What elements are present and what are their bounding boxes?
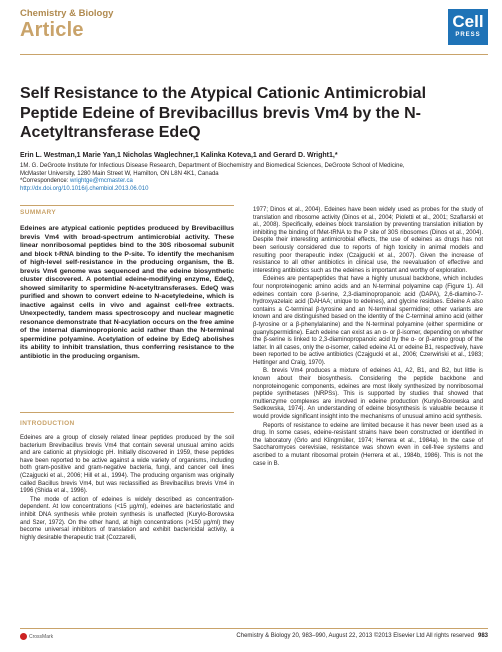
logo-word: Cell bbox=[452, 12, 484, 31]
crossmark-label: CrossMark bbox=[29, 633, 54, 640]
body-paragraph: 1977; Dinos et al., 2004). Edeines have been widely used as probes for the study of translation and ribosome activity (Dinos et al., 2004; Pioletti et al., 2001; Szaflarski et al., 2008). Specifically, edeines block translation by preventing translation initiation by inhibiting the binding of fMet-tRNA to the P site of 30S ribosomes (Dinos et al., 2004). Despite their interesting antimicrobial effects, the use of edeines as drugs has not been seriously considered due to reports of high toxicity in animal models and resulting poor therapeutic index (Czajgucki et al., 2007). Given the increase of resistance to all other antibiotics in clinical use, the reevaluation of effective and interesting antibiotics such as the edeines is important and worthy of exploration. bbox=[253, 207, 483, 274]
intro-paragraph: Edeines are a group of closely related linear peptides produced by the soil bacterium Brevibacillus brevis Vm4 that contain several unusual amino acids and are cationic at physiologic pH. Initially discovered in 1959, these peptides have been reported to be active against a wide variety of organisms, including both gram-positive and gram-negative bacteria, fungi, and cancer cell lines (Czajgucki et al., 2006; Hill et al., 1994). The producing organism was originally called Bacillus brevis Vm4, but was reclassified as Brevibacillus brevis Vm4 in 1996 (Shida et al., 1996). bbox=[20, 435, 234, 495]
body-paragraph: Reports of resistance to edeine are limited because it has never been used as a drug. In some cases, edeine-resistant strains have been constructed or identified in the laboratory (Grlo and Klingmüller, 1974; Herrera et al., 1984a). In the case of Saccharomyces cerevisiae, resistance was shown even in cell-free systems and ascribed to a mutant ribosomal protein (Herrera et al., 1984b, 1986). This is not the case in B. bbox=[253, 422, 483, 467]
footer-rule bbox=[20, 628, 488, 629]
body-paragraph: B. brevis Vm4 produces a mixture of edeines A1, A2, B1, and B2, but little is known about their biosynthesis. Considering the peptide backbone and nonproteinogenic components, edeines are most likely synthesized by nonribosomal peptide synthetases (NRPSs). This is supported by studies that showed that multienzyme complexes are involved in edeine production (Kurylo-Borowska and Sedkowska, 1974). An understanding of edeine biosynthesis is valuable because it would provide significant insight into the mechanisms of unusual amino acid synthesis. bbox=[253, 368, 483, 421]
summary-heading: SUMMARY bbox=[20, 209, 57, 216]
intro-paragraph: The mode of action of edeines is widely described as concentration-dependent. At low concentrations (<15 µg/ml), edeines are bacteriostatic and inhibit DNA synthesis while protein synthesis is unaffected (Kurylo-Borowska and Szer, 1972). On the other hand, at high concentrations (>150 µg/ml) they become universal inhibitors of translation and exhibit bactericidal activity, a highly desirable therapeutic trait (Cozzarelli, bbox=[20, 496, 234, 541]
summary-bottom-rule bbox=[20, 412, 234, 413]
crossmark-badge[interactable] bbox=[20, 633, 53, 640]
section-label: Article bbox=[20, 19, 84, 41]
article-title: Self Resistance to the Atypical Cationic Antimicrobial Peptide Edeine of Brevibacillus brevis Vm4 by the N-Acetyltransferase EdeQ bbox=[20, 85, 427, 141]
summary-text: Edeines are atypical cationic peptides produced by Brevibacillus brevis Vm4 with broad-spectrum antimicrobial activity. These linear nonribosomal peptides bind to the 30S ribosomal subunit and block t-RNA binding to the P-site. To identify the mechanism of high-level self-resistance in the producing organism, the B. brevis Vm4 genome was sequenced and the edeine biosynthetic cluster discovered. A potential edeine-modifying enzyme, EdeQ, showed similarity to spermidine N-acetyltransferases. EdeQ was purified and shown to convert edeine to N-acetyledeine, which is inactive against cells in vivo and against cell-free extracts. Unexpectedly, tandem mass spectroscopy and nuclear magnetic resonance demonstrate that N-acylation occurs on the free amine of the internal diaminopropionic acid rather than the N-terminal spermidine polyamine. Acetylation of edeine by EdeQ abolishes its ability to inhibit translation, thus conferring resistance to the antibiotic in the producing organism. bbox=[20, 225, 234, 360]
page-number: 983 bbox=[477, 633, 488, 639]
crossmark-icon bbox=[20, 633, 27, 640]
right-column-body bbox=[253, 207, 483, 469]
affiliation: 1M. G. DeGroote Institute for Infectious Disease Research, Department of Biochemistry and Biomedical Sciences, DeGroote School of Medicine, McMaster University, 1280 Main Street W, Hamilton, ON L8N 4K1, Canada bbox=[20, 163, 405, 177]
logo-subword: PRESS bbox=[455, 32, 481, 38]
citation-text: Chemistry & Biology 20, 983–990, August 22, 2013 ©2013 Elsevier Ltd All rights reserved bbox=[236, 633, 474, 639]
correspondence-label: *Correspondence: bbox=[20, 178, 69, 184]
doi-link[interactable]: http://dx.doi.org/10.1016/j.chembiol.2013.06.010 bbox=[20, 186, 149, 192]
header-rule bbox=[20, 54, 488, 55]
author-list: Erin L. Westman,1 Marie Yan,1 Nicholas Waglechner,1 Kalinka Koteva,1 and Gerard D. Wright1,* bbox=[20, 152, 338, 159]
correspondence bbox=[20, 178, 133, 184]
footer-citation bbox=[236, 633, 488, 639]
body-paragraph: Edeines are pentapeptides that have a highly unusual backbone, which includes four nonproteinogenic amino acids and an N-terminal polyamine cap (Figure 1). All edeines contain core β-serine, 2,3-diaminopropanoic acid (DAPA), 2,6-diamino-7-hydroxyazelaic acid (DAHAA; unique to edeines), and glycine residues. Edeine A also contains a C-terminal β-tyrosine and an N-terminal spermidine; other variants are known and are distinguished based on the identity of the C-terminal amino acid (either β-tyrosine or a β-phenylalanine) and the N-terminal polyamine (either spermidine or guanylspermidine). Each edeine can exist as an α- or β-isomer, depending on whether the β-serine is linked to 2,3-diaminopropanoic acid by the α- or β-amino group of the latter. In all cases, only the α-isomer, called edeine A1 or edeine B1, respectively, have been reported to be active antibiotics (Czajgucki et al., 2006; Czerwiński et al., 1983; Hettinger and Craig, 1970). bbox=[253, 276, 483, 366]
summary-top-rule bbox=[20, 205, 234, 206]
introduction-body bbox=[20, 435, 234, 543]
correspondence-email-link[interactable]: wrightge@mcmaster.ca bbox=[70, 178, 133, 184]
journal-name: Chemistry & Biology bbox=[20, 8, 114, 19]
introduction-heading: INTRODUCTION bbox=[20, 420, 75, 427]
publisher-logo bbox=[448, 9, 488, 45]
